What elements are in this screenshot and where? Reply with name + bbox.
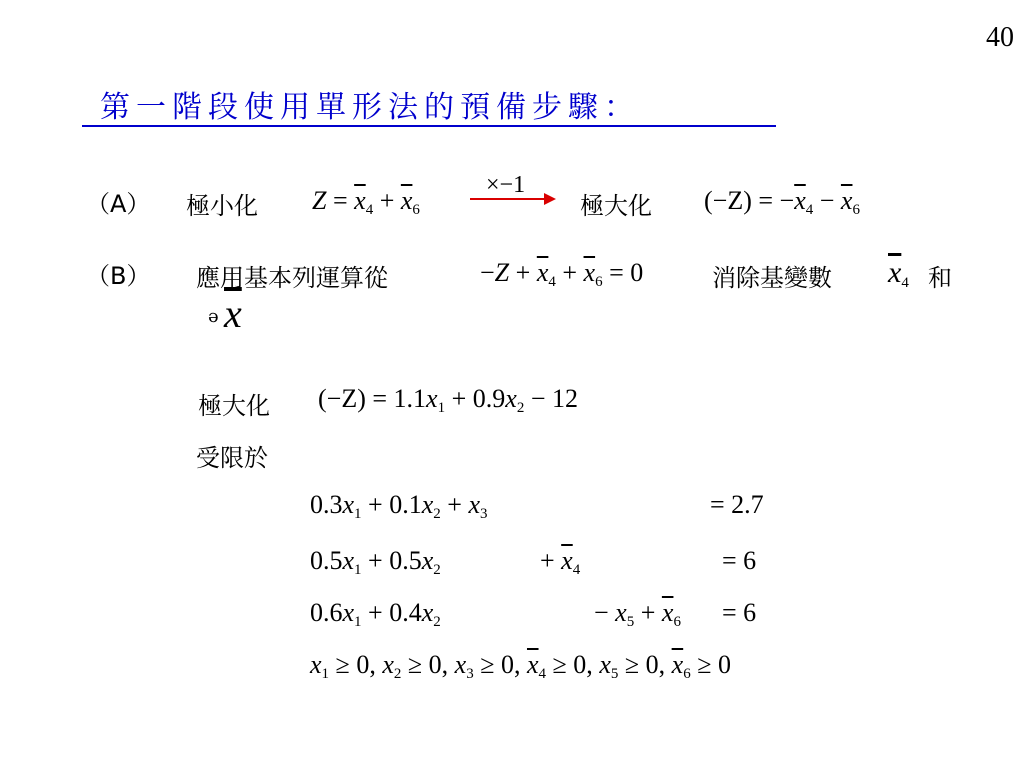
constraint-3-slack-artificial: − $x_5 + \overline{x}_6$ [594, 598, 681, 630]
step-a-min-equation: $Z = \overline{x}_4 + \overline{x}_6$ [312, 186, 420, 218]
constraint-3-lhs: $0.6x_1 + 0.4x_2$ [310, 598, 441, 630]
title-underline [82, 125, 776, 127]
constraint-2-lhs: $0.5x_1 + 0.5x_2$ [310, 546, 441, 578]
page-number: 40 [986, 22, 1014, 53]
constraint-1-rhs: = 2.7 [710, 490, 764, 519]
constraint-2-rhs: = 6 [722, 546, 757, 575]
step-a-maximize: 極大化 [580, 192, 652, 220]
step-b-eliminate-text: 消除基變數 [712, 264, 832, 292]
step-b-apply-text: 應用基本列運算從 [196, 264, 388, 292]
step-a-minimize: 極小化 [186, 192, 258, 220]
step-a-max-equation: $(-Z) = -\overline{x}_4 - \overline{x}_6$ [704, 186, 860, 218]
constraint-2-artificial: + $\overline{x}_4$ [540, 546, 581, 578]
wrapped-variable: $\overline{x}$ [224, 291, 242, 336]
arrow-head-icon [544, 193, 556, 205]
step-b-label: （B） [86, 262, 151, 290]
slide-title: 第一階段使用單形法的預備步驟： [100, 90, 640, 125]
nonnegativity-constraints: $x_1 \ge 0$, $x_2 \ge 0$, $x_3 \ge 0$, $\overline{x}_4 \ge 0$, $x_5 \ge 0$, $\overline{x}_6 \ge 0$ [310, 650, 731, 682]
step-b-basic-var: $\overline{x}_4$ [888, 256, 909, 291]
step-a-label: （A） [86, 190, 151, 218]
constraint-3-rhs: = 6 [722, 598, 757, 627]
multiplier-label: ×−1 [486, 172, 526, 198]
wrapped-glyph: ə [208, 306, 219, 327]
step-b-and: 和 [928, 264, 952, 292]
transform-arrow [470, 198, 550, 200]
objective-label: 極大化 [198, 392, 270, 420]
subject-to-label: 受限於 [196, 444, 268, 472]
step-b-equation: $-Z + \overline{x}_4 + \overline{x}_6 = 0$ [480, 258, 644, 290]
objective-equation: $(-Z) = 1.1x_1 + 0.9x_2 - 12$ [318, 384, 578, 416]
constraint-1-lhs: $0.3x_1 + 0.1x_2 + x_3$ [310, 490, 488, 522]
